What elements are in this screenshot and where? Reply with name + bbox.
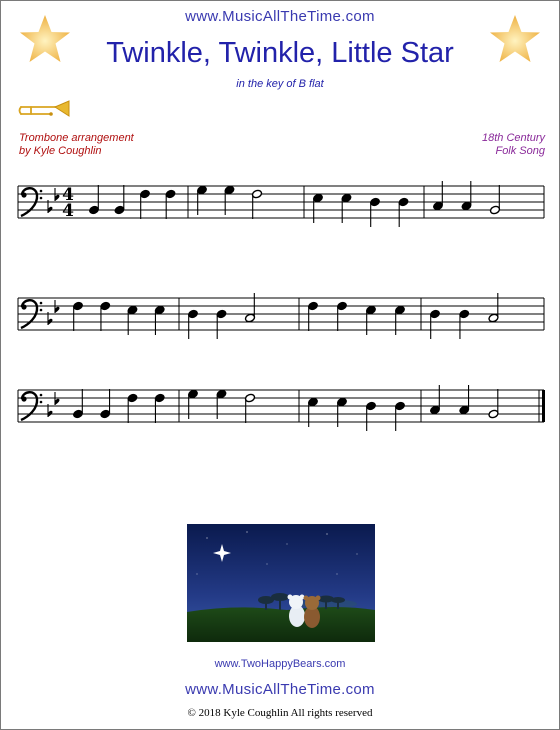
note: [127, 393, 138, 423]
note: [154, 305, 165, 335]
arranger-line: by Kyle Coughlin: [19, 145, 102, 157]
note: [187, 389, 198, 419]
note: [398, 197, 409, 227]
staff-system: [18, 385, 545, 431]
brown-bear: [304, 596, 321, 629]
time-signature-bottom: 4: [62, 201, 74, 221]
staff-system: [18, 293, 544, 339]
note: [488, 293, 499, 323]
note: [100, 301, 111, 331]
note: [88, 185, 99, 215]
key-subtitle: in the key of B flat: [236, 78, 324, 90]
note: [187, 309, 198, 339]
note: [312, 193, 323, 223]
note: [216, 309, 227, 339]
note: [365, 305, 376, 335]
note: [336, 301, 347, 331]
note: [165, 189, 176, 219]
note: [488, 389, 499, 419]
note: [307, 301, 318, 331]
note: [459, 385, 470, 415]
note: [459, 309, 470, 339]
note: [429, 309, 440, 339]
note: [336, 397, 347, 427]
note: [251, 189, 262, 219]
note: [154, 393, 165, 423]
note: [72, 301, 83, 331]
note: [127, 305, 138, 335]
note: [72, 389, 83, 419]
illustration-two-bears: [187, 524, 375, 642]
note: [341, 193, 352, 223]
time-signature-top: 4: [62, 185, 74, 205]
final-barline-thick: [542, 390, 545, 422]
note: [429, 385, 440, 415]
note: [461, 181, 472, 211]
note: [224, 185, 235, 215]
note: [114, 185, 125, 215]
site-link-bottom[interactable]: www.MusicAllTheTime.com: [185, 681, 375, 698]
site-link-top[interactable]: www.MusicAllTheTime.com: [185, 8, 375, 25]
note: [196, 185, 207, 215]
note: [365, 401, 376, 431]
note: [432, 181, 443, 211]
music-staves: [1, 1, 559, 451]
arrangement-line: Trombone arrangement: [19, 132, 134, 144]
style-line-century: 18th Century: [482, 132, 545, 144]
note: [307, 397, 318, 427]
note: [216, 389, 227, 419]
copyright-notice: © 2018 Kyle Coughlin All rights reserved: [187, 707, 373, 719]
note: [394, 305, 405, 335]
staff-system: [18, 181, 544, 227]
note: [244, 293, 255, 323]
note: [489, 185, 500, 215]
style-line-genre: Folk Song: [495, 145, 545, 157]
note: [139, 189, 150, 219]
two-happy-bears-link[interactable]: www.TwoHappyBears.com: [214, 658, 346, 670]
note: [244, 393, 255, 423]
note: [369, 197, 380, 227]
note: [100, 389, 111, 419]
note: [394, 401, 405, 431]
song-title: Twinkle, Twinkle, Little Star: [106, 37, 454, 69]
